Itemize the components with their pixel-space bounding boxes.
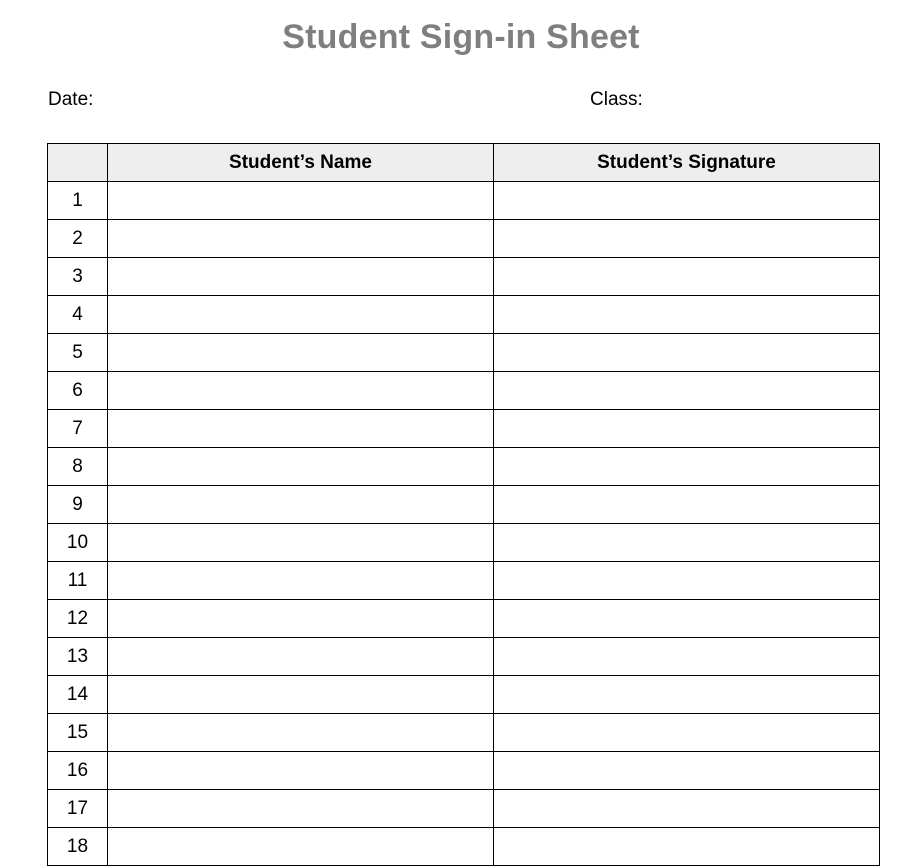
row-number: 5 xyxy=(48,334,108,372)
table-row xyxy=(48,334,880,372)
signature-cell[interactable] xyxy=(494,296,880,334)
row-number: 10 xyxy=(48,524,108,562)
row-number: 1 xyxy=(48,182,108,220)
signature-cell[interactable] xyxy=(494,714,880,752)
table-row xyxy=(48,296,880,334)
header-number xyxy=(48,144,108,182)
name-cell[interactable] xyxy=(108,296,494,334)
row-number: 11 xyxy=(48,562,108,600)
row-number: 15 xyxy=(48,714,108,752)
table-row xyxy=(48,258,880,296)
signature-cell[interactable] xyxy=(494,182,880,220)
header-student-signature: Student’s Signature xyxy=(494,144,880,182)
table-row xyxy=(48,562,880,600)
name-cell[interactable] xyxy=(108,676,494,714)
name-cell[interactable] xyxy=(108,448,494,486)
row-number: 14 xyxy=(48,676,108,714)
row-number: 4 xyxy=(48,296,108,334)
signature-cell[interactable] xyxy=(494,372,880,410)
name-cell[interactable] xyxy=(108,752,494,790)
table-row xyxy=(48,828,880,866)
row-number: 3 xyxy=(48,258,108,296)
name-cell[interactable] xyxy=(108,600,494,638)
table-row xyxy=(48,410,880,448)
signature-cell[interactable] xyxy=(494,524,880,562)
signature-cell[interactable] xyxy=(494,258,880,296)
row-number: 18 xyxy=(48,828,108,866)
page-title: Student Sign-in Sheet xyxy=(282,18,640,56)
table-row xyxy=(48,790,880,828)
table-row xyxy=(48,638,880,676)
name-cell[interactable] xyxy=(108,638,494,676)
name-cell[interactable] xyxy=(108,714,494,752)
name-cell[interactable] xyxy=(108,562,494,600)
signature-cell[interactable] xyxy=(494,828,880,866)
signature-cell[interactable] xyxy=(494,486,880,524)
signature-cell[interactable] xyxy=(494,600,880,638)
name-cell[interactable] xyxy=(108,790,494,828)
table-row xyxy=(48,182,880,220)
class-label: Class: xyxy=(590,89,643,110)
table-row xyxy=(48,676,880,714)
row-number: 8 xyxy=(48,448,108,486)
row-number: 2 xyxy=(48,220,108,258)
row-number: 16 xyxy=(48,752,108,790)
table-header-row xyxy=(48,144,880,182)
table-row xyxy=(48,372,880,410)
row-number: 12 xyxy=(48,600,108,638)
name-cell[interactable] xyxy=(108,372,494,410)
sign-in-table xyxy=(47,143,880,866)
name-cell[interactable] xyxy=(108,220,494,258)
row-number: 13 xyxy=(48,638,108,676)
table-row xyxy=(48,448,880,486)
table-row xyxy=(48,524,880,562)
table-row xyxy=(48,220,880,258)
signature-cell[interactable] xyxy=(494,752,880,790)
name-cell[interactable] xyxy=(108,828,494,866)
name-cell[interactable] xyxy=(108,258,494,296)
table-row xyxy=(48,600,880,638)
signature-cell[interactable] xyxy=(494,638,880,676)
name-cell[interactable] xyxy=(108,182,494,220)
row-number: 6 xyxy=(48,372,108,410)
date-label: Date: xyxy=(48,89,94,110)
table-row xyxy=(48,486,880,524)
row-number: 7 xyxy=(48,410,108,448)
signature-cell[interactable] xyxy=(494,562,880,600)
row-number: 9 xyxy=(48,486,108,524)
table-row xyxy=(48,714,880,752)
signature-cell[interactable] xyxy=(494,220,880,258)
signature-cell[interactable] xyxy=(494,410,880,448)
name-cell[interactable] xyxy=(108,486,494,524)
signature-cell[interactable] xyxy=(494,676,880,714)
row-number: 17 xyxy=(48,790,108,828)
name-cell[interactable] xyxy=(108,410,494,448)
name-cell[interactable] xyxy=(108,524,494,562)
table-row xyxy=(48,752,880,790)
signature-cell[interactable] xyxy=(494,334,880,372)
name-cell[interactable] xyxy=(108,334,494,372)
signature-cell[interactable] xyxy=(494,448,880,486)
header-student-name: Student’s Name xyxy=(108,144,494,182)
signature-cell[interactable] xyxy=(494,790,880,828)
